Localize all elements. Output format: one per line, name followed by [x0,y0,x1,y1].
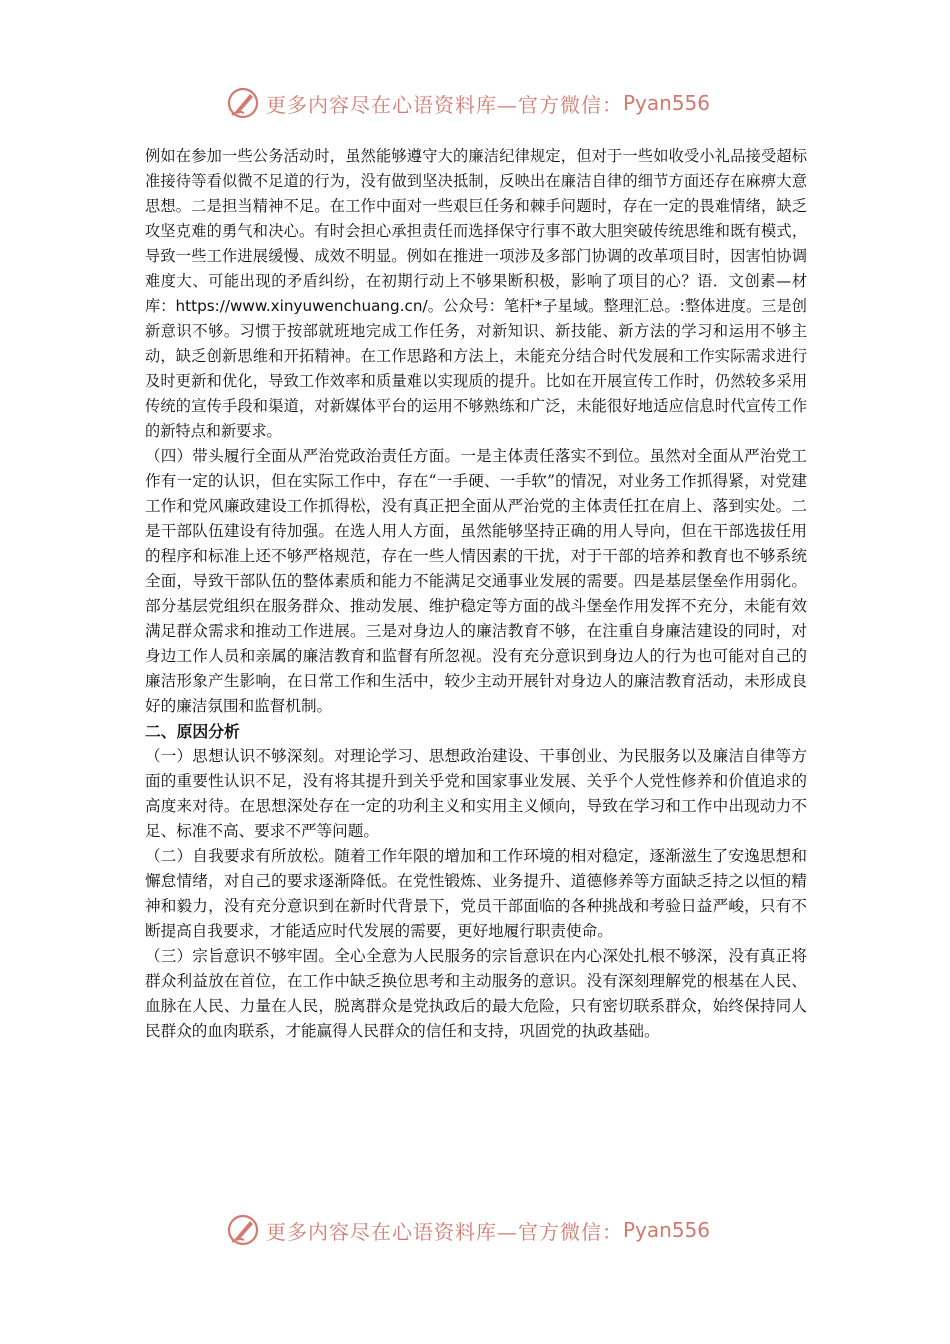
paragraph-1: 例如在参加一些公务活动时，虽然能够遵守大的廉洁纪律规定，但对于一些如收受小礼品接受超标准接待等看似微不足道的行为，没有做到坚决抵制，反映出在廉洁自律的细节方面还存在麻痹大意思想。二是担当精神不足。在工作中面对一些艰巨任务和棘手问题时，存在一定的畏难情绪，缺乏攻坚克难的勇气和决心。有时会担心承担责任而选择保守行事不敢大胆突破传统思维和既有模式，导致一些工作进展缓慢、成效不明显。例如在推进一项涉及多部门协调的改革项目时，因害怕协调难度大、可能出现的矛盾纠纷，在初期行动上不够果断积极，影响了项目的心？语．文创素—材库：https://www.xinyuwenchuang.cn/。公众号：笔杆*子星域。整理汇总。:整体进度。三是创新意识不够。习惯于按部就班地完成工作任务，对新知识、新技能、新方法的学习和运用不够主动，缺乏创新思维和开拓精神。在工作思路和方法上，未能充分结合时代发展和工作实际需求进行及时更新和优化，导致工作效率和质量难以实现质的提升。比如在开展宣传工作时，仍然较多采用传统的宣传手段和渠道，对新媒体平台的运用不够熟练和广泛，未能很好地适应信息时代宣传工作的新特点和新要求。 [145,147,807,440]
watermark-wechat-id: Pyan556 [623,1218,711,1242]
pen-logo-icon [226,1213,260,1247]
paragraph-2: （四）带头履行全面从严治党政治责任方面。一是主体责任落实不到位。虽然对全面从严治党工作有一定的认识，但在实际工作中，存在“一手硬、一手软”的情况，对业务工作抓得紧，对党建工作和党风廉政建设工作抓得松，没有真正把全面从严治党的主体责任扛在肩上、落到实处。二是干部队伍建设有待加强。在选人用人方面，虽然能够坚持正确的用人导向，但在干部选拔任用的程序和标准上还不够严格规范，存在一些人情因素的干扰，对于干部的培养和教育也不够系统全面，导致干部队伍的整体素质和能力不能满足交通事业发展的需要。四是基层堡垒作用弱化。部分基层党组织在服务群众、推动发展、维护稳定等方面的战斗堡垒作用发挥不充分，未能有效满足群众需求和推动工作进展。三是对身边人的廉洁教育不够，在注重自身廉洁建设的同时，对身边工作人员和亲属的廉洁教育和监督有所忽视。没有充分意识到身边人的行为也可能对自己的廉洁形象产生影响，在日常工作和生活中，较少主动开展针对身边人的廉洁教育活动，未形成良好的廉洁氛围和监督机制。 [145,447,807,715]
watermark-text: 更多内容尽在心语资料库—官方微信： [266,92,623,117]
document-body [145,144,807,1044]
section-heading: 二、原因分析 [145,722,240,741]
paragraph-5: （三）宗旨意识不够牢固。全心全意为人民服务的宗旨意识在内心深处扎根不够深，没有真正将群众利益放在首位，在工作中缺乏换位思考和主动服务的意识。没有深刻理解党的根基在人民、血脉在人民、力量在人民，脱离群众是党执政后的最大危险，只有密切联系群众，始终保持同人民群众的血肉联系，才能赢得人民群众的信任和支持，巩固党的执政基础。 [145,947,807,1040]
pen-logo-icon [226,86,260,120]
paragraph-4: （二）自我要求有所放松。随着工作年限的增加和工作环境的相对稳定，逐渐滋生了安逸思想和懈怠情绪，对自己的要求逐渐降低。在党性锻炼、业务提升、道德修养等方面缺乏持之以恒的精神和毅力，没有充分意识到在新时代背景下，党员干部面临的各种挑战和考验日益严峻，只有不断提高自我要求，才能适应时代发展的需要，更好地履行职责使命。 [145,847,807,940]
footer-watermark [226,1213,746,1247]
watermark-wechat-id: Pyan556 [623,91,711,115]
header-watermark [226,86,746,120]
watermark-text: 更多内容尽在心语资料库—官方微信： [266,1219,623,1244]
paragraph-3: （一）思想认识不够深刻。对理论学习、思想政治建设、干事创业、为民服务以及廉洁自律等方面的重要性认识不足，没有将其提升到关乎党和国家事业发展、关乎个人党性修养和价值追求的高度来对待。在思想深处存在一定的功利主义和实用主义倾向，导致在学习和工作中出现动力不足、标准不高、要求不严等问题。 [145,747,807,840]
